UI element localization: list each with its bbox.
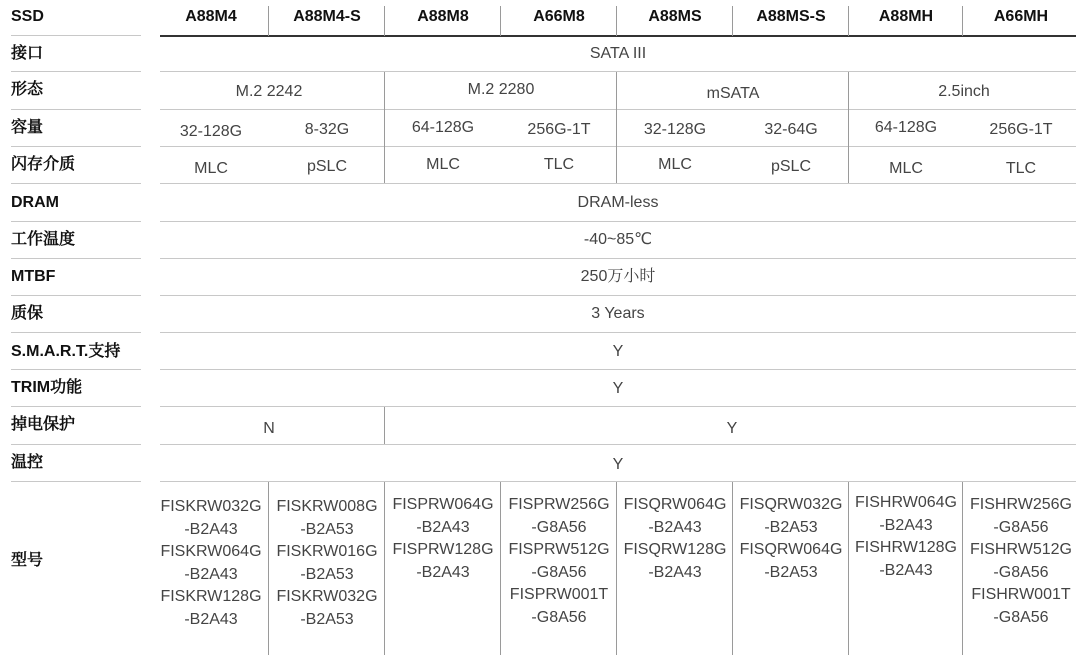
capacity-value: 64-128G [411,119,475,136]
row-label-thermal: 温控 [11,454,44,471]
power-loss-value: N [263,420,275,437]
form-factor-value: M.2 2242 [235,83,303,100]
power-loss-value: Y [726,420,738,437]
temperature-value: -40~85℃ [583,231,653,248]
row-divider [160,369,1076,370]
flash-value: TLC [1005,160,1037,177]
form-factor-value: mSATA [706,85,760,102]
label-divider [11,35,141,36]
row-divider [160,444,1076,445]
row-divider [160,71,1076,72]
row-divider [160,295,1076,296]
flash-value: MLC [426,156,460,173]
flash-value: TLC [543,156,575,173]
model-header: A88M4-S [293,8,361,25]
row-label-interface: 接口 [11,45,44,62]
label-divider [11,71,141,72]
model-header: A66MH [993,8,1049,25]
label-divider [11,258,141,259]
label-divider [11,332,141,333]
label-divider [11,369,141,370]
trim-value: Y [612,380,624,397]
label-divider [11,109,141,110]
flash-value: pSLC [306,158,348,175]
warranty-value: 3 Years [591,305,645,322]
capacity-value: 64-128G [874,119,938,136]
row-label-form-factor: 形态 [11,81,44,98]
row-divider [160,258,1076,259]
part-number-list: FISPRW256G -G8A56 FISPRW512G -G8A56 FISPRW001T -G8A56 [508,496,610,626]
label-divider [11,146,141,147]
row-label-mtbf: MTBF [11,268,56,285]
capacity-value: 32-128G [643,121,707,138]
model-header: A88M8 [417,8,469,25]
model-header: A88MH [878,8,934,25]
capacity-value: 8-32G [304,121,350,138]
part-number-list: FISQRW032G -B2A53 FISQRW064G -B2A53 [739,496,843,581]
row-divider [160,221,1076,222]
capacity-value: 256G-1T [527,121,591,138]
part-number-list: FISKRW032G -B2A43 FISKRW064G -B2A43 FISKRW128G -B2A43 [160,498,262,628]
mtbf-value: 250万小时 [580,268,656,285]
row-label-temperature: 工作温度 [11,231,76,248]
label-divider [11,183,141,184]
row-divider [160,146,1076,147]
part-number-list: FISKRW008G -B2A53 FISKRW016G -B2A53 FISKRW032G -B2A53 [276,498,378,628]
capacity-value: 256G-1T [989,121,1053,138]
label-divider [11,295,141,296]
label-divider [11,406,141,407]
dram-value: DRAM-less [577,194,659,211]
label-divider [11,221,141,222]
row-label-capacity: 容量 [11,119,44,136]
part-number-list: FISPRW064G -B2A43 FISPRW128G -B2A43 [392,496,494,581]
row-label-smart: S.M.A.R.T.支持 [11,343,121,360]
part-number-list: FISHRW064G -B2A43 FISHRW128G -B2A43 [855,494,957,579]
label-divider [11,481,141,482]
interface-value: SATA III [589,45,647,62]
row-divider [160,481,1076,482]
row-label-power-loss: 掉电保护 [11,416,76,433]
model-header: A88MS-S [756,8,826,25]
flash-value: pSLC [770,158,812,175]
header-divider [160,35,1076,37]
form-factor-value: M.2 2280 [467,81,535,98]
capacity-value: 32-128G [179,123,243,140]
row-label-trim: TRIM功能 [11,379,83,396]
smart-value: Y [612,343,624,360]
model-header: A66M8 [533,8,585,25]
part-number-list: FISQRW064G -B2A43 FISQRW128G -B2A43 [623,496,727,581]
model-header: A88MS [648,8,702,25]
part-number-list: FISHRW256G -G8A56 FISHRW512G -G8A56 FISHRW001T -G8A56 [970,496,1072,626]
row-label-warranty: 质保 [11,305,44,322]
corner-label: SSD [11,8,44,25]
row-divider [160,406,1076,407]
flash-value: MLC [194,160,228,177]
row-label-flash: 闪存介质 [11,156,76,173]
row-divider [160,332,1076,333]
label-divider [11,444,141,445]
flash-value: MLC [658,156,692,173]
model-header: A88M4 [185,8,237,25]
row-label-part-number: 型号 [11,552,44,569]
thermal-value: Y [612,456,624,473]
row-label-dram: DRAM [11,194,59,211]
flash-value: MLC [889,160,923,177]
row-divider [160,109,1076,110]
capacity-value: 32-64G [764,121,818,138]
row-divider [160,183,1076,184]
form-factor-value: 2.5inch [938,83,990,100]
